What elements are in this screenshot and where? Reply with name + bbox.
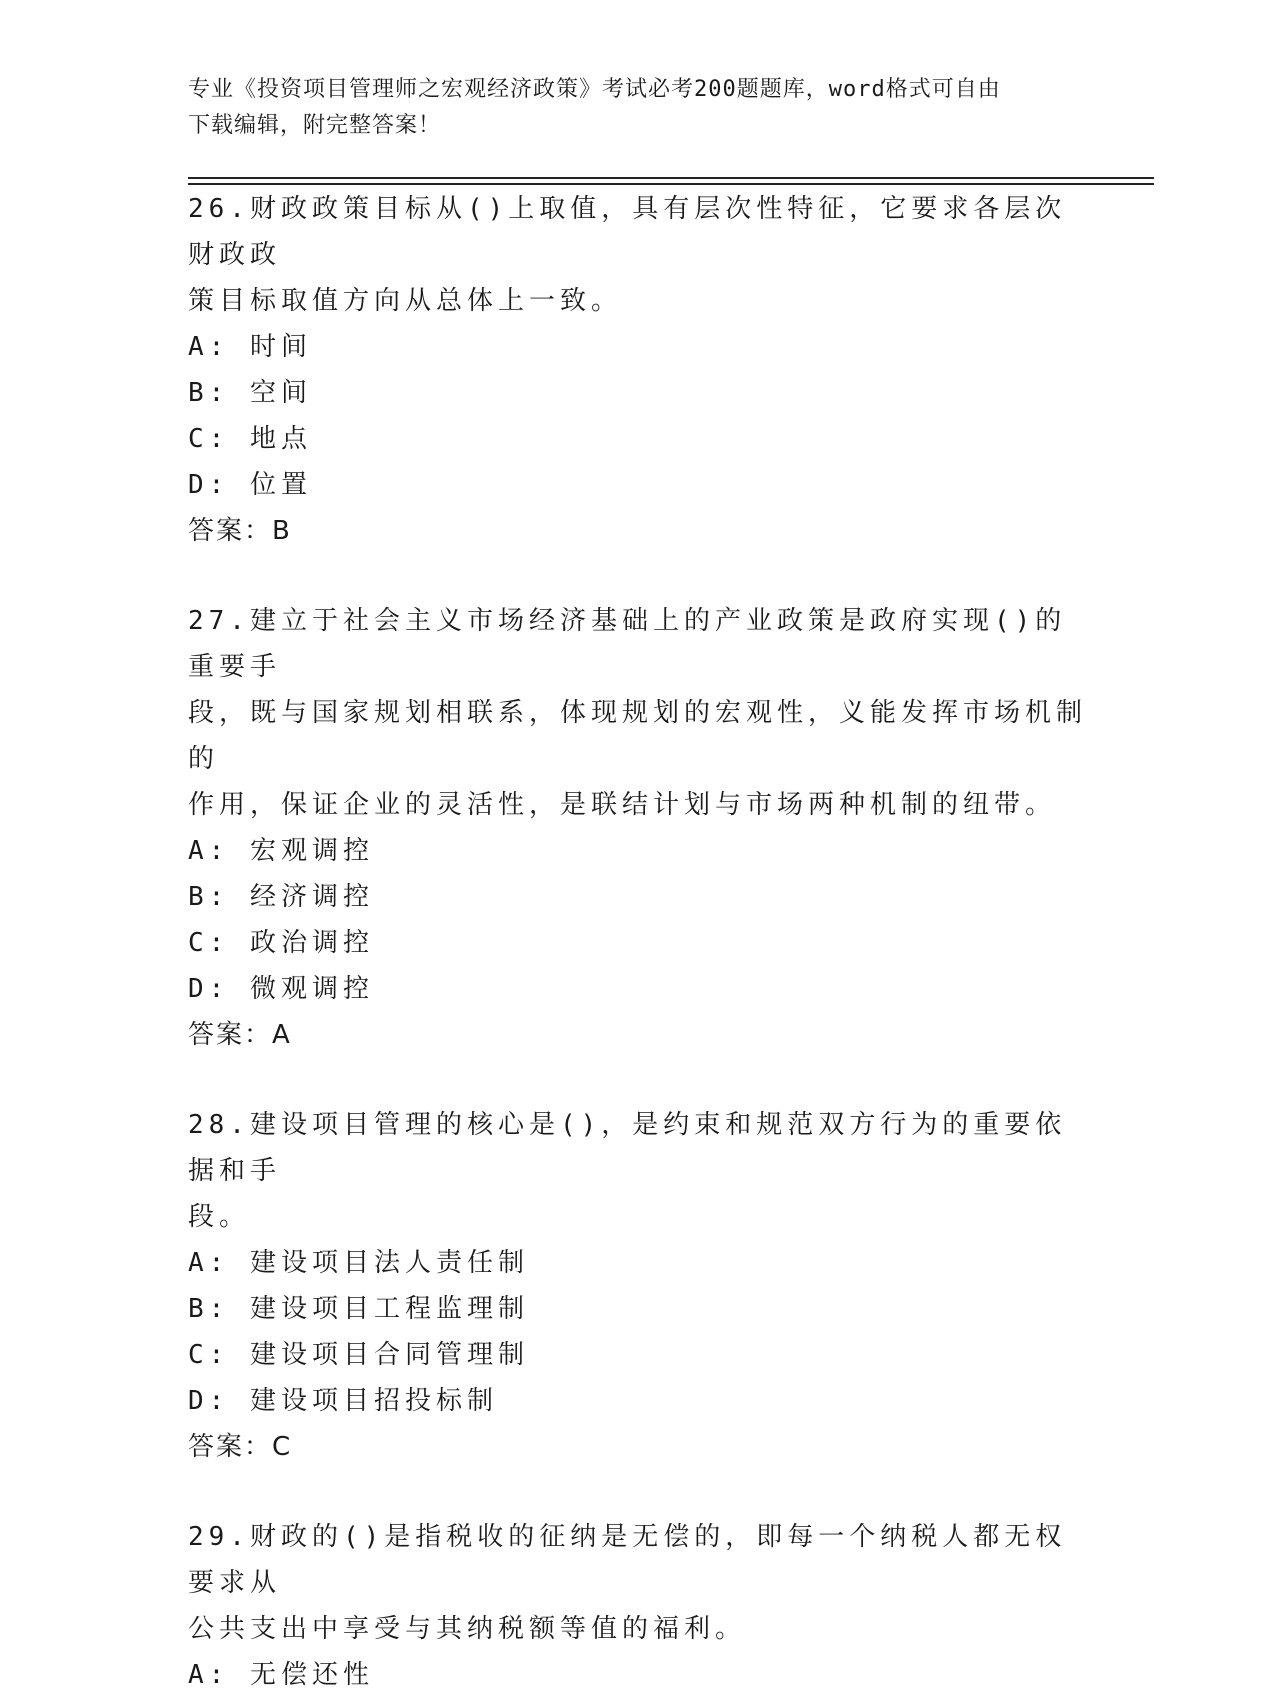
- header-divider-bottom: [188, 183, 1154, 185]
- question-spacer: [188, 1470, 1088, 1514]
- question-list: [188, 186, 1088, 1698]
- answer-option: A: 时间: [188, 332, 312, 362]
- question-stem-line: 公共支出中享受与其纳税额等值的福利。: [188, 1614, 747, 1644]
- correct-answer: 答案：A: [188, 1020, 292, 1050]
- question-stem-line: 段。: [188, 1202, 251, 1232]
- header-line-1: 专业《投资项目管理师之宏观经济政策》考试必考200题题库，word格式可自由: [188, 77, 1001, 102]
- question-spacer: [188, 1058, 1088, 1102]
- answer-option: D: 建设项目招投标制: [188, 1386, 498, 1416]
- header-line-2: 下载编辑，附完整答案！: [188, 113, 442, 138]
- question-block: [188, 1514, 1088, 1698]
- question-block: [188, 598, 1088, 1058]
- question-block: [188, 186, 1088, 554]
- answer-option: B: 经济调控: [188, 882, 374, 912]
- question-stem-line: 27.建立于社会主义市场经济基础上的产业政策是政府实现()的重要手: [188, 606, 1067, 682]
- correct-answer: 答案：C: [188, 1432, 293, 1462]
- question-stem-line: 29.财政的()是指税收的征纳是无偿的，即每一个纳税人都无权要求从: [188, 1522, 1067, 1598]
- question-stem-line: 段，既与国家规划相联系，体现规划的宏观性，义能发挥市场机制的: [188, 698, 1088, 774]
- question-spacer: [188, 554, 1088, 598]
- answer-option: A: 建设项目法人责任制: [188, 1248, 529, 1278]
- answer-option: D: 微观调控: [188, 974, 374, 1004]
- answer-option: D: 位置: [188, 470, 312, 500]
- answer-option: C: 地点: [188, 424, 312, 454]
- question-block: [188, 1102, 1088, 1470]
- answer-option: A: 无偿还性: [188, 1660, 374, 1690]
- question-stem-line: 28.建设项目管理的核心是()，是约束和规范双方行为的重要依据和手: [188, 1110, 1067, 1186]
- question-stem-line: 策目标取值方向从总体上一致。: [188, 286, 623, 316]
- answer-option: B: 建设项目工程监理制: [188, 1294, 529, 1324]
- document-header: [188, 72, 1068, 144]
- correct-answer: 答案：B: [188, 516, 292, 546]
- question-stem-line: 作用，保证企业的灵活性，是联结计划与市场两种机制的纽带。: [188, 790, 1057, 820]
- answer-option: C: 建设项目合同管理制: [188, 1340, 529, 1370]
- answer-option: C: 政治调控: [188, 928, 374, 958]
- answer-option: B: 空间: [188, 378, 312, 408]
- question-stem-line: 26.财政政策目标从()上取值，具有层次性特征，它要求各层次财政政: [188, 194, 1067, 270]
- header-divider-top: [188, 177, 1154, 179]
- answer-option: A: 宏观调控: [188, 836, 374, 866]
